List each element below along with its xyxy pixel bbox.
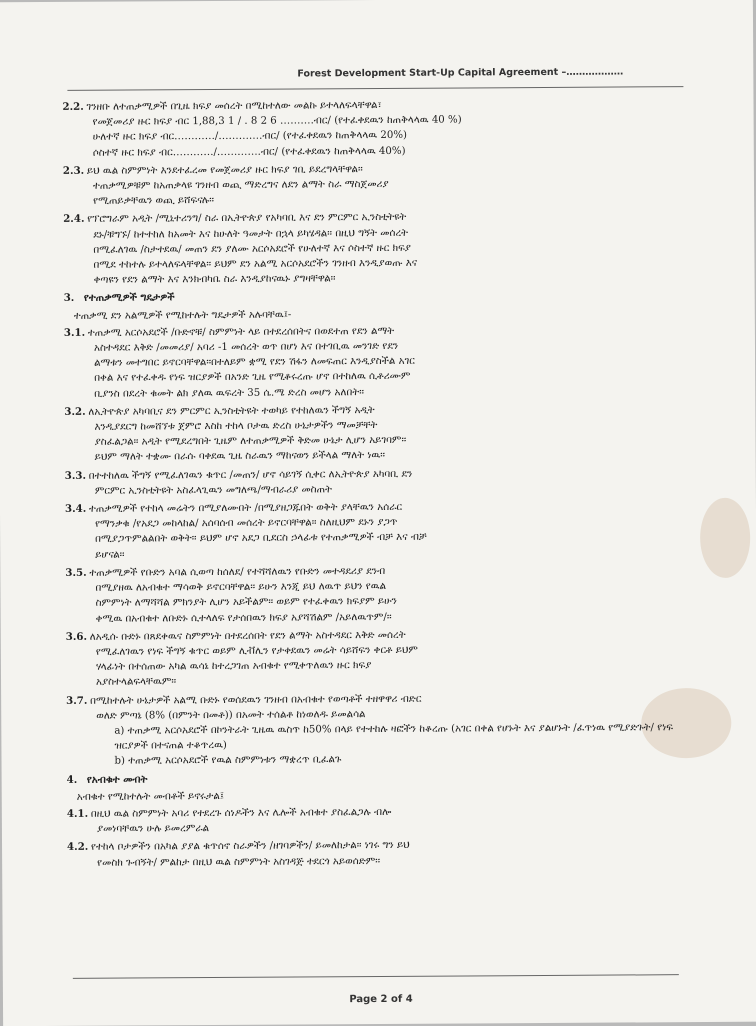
section-title: የአብቁተ መብት (86, 772, 148, 786)
section-4-clauses (67, 803, 687, 871)
clause-line: ሶስተኛ ዙር ክፍያ ብር…………/………….ብር/ (የተፈቀደዉን ከጠቅላላዉ 40%) (92, 145, 406, 159)
clause-number: 3.6. (65, 630, 88, 643)
clause-number: 3.2. (64, 405, 86, 418)
corner-handwritten-note (543, 0, 756, 108)
clause-line: ቀጣዩን የደን ልማት እና እንክብካቤ ስራ እንዲያከናዉኑ ያግዛቸዋል፡፡ (93, 273, 336, 286)
clause-line: ቀሚዉ በአብቁተ ለቡድኑ ሲተላለፍ የታሰበዉን ክፍያ አያሻሽልም /አይለዉጥም/፡፡ (95, 611, 392, 625)
clause (65, 498, 685, 563)
page-number: Page 2 of 4 (349, 993, 413, 1006)
clause-text: የፕሮግራም አዲት /ሚኒተሪንግ/ ስራ በኢትዮጵያ የአካባቢ እና ደን ምርምር ኢንስቲትዩት (87, 212, 407, 226)
clause-number: 3.4. (64, 502, 87, 515)
clause (65, 562, 685, 627)
clause-line: ቢያንስ በደረት ቁመት ልክ ያለዉ ዉፍረት 35 ሴ.ሜ ድረስ መሆን አለበት፡፡ (94, 386, 365, 400)
section-4-lead: አብቁተ የሚከተሉት መብቶች ይኖሩታል፤ (76, 790, 225, 803)
document-body (62, 96, 687, 874)
clause-line: አያስተላልፍላቸዉም፡፡ (96, 676, 177, 689)
clause-number: 3.3. (64, 469, 87, 482)
clause-line: ምርምር ኢንስቲትዩት አስፈላጊዉን መግለጫ/ማብራሪያ መስጠት (94, 484, 333, 497)
clause-number: 3.1. (63, 326, 86, 339)
clause-text: በሚከተሉት ሁኔታዎች አልሚ ቡድኑ የወሰደዉን ገንዘብ በአብቁተ የወጣቶች ተዘዋዋሪ ብድር (90, 693, 422, 707)
header-blank: –……………… (561, 66, 624, 78)
clause-line: ሁለተኛ ዙር ክፍያ ብር…………/………….ብር/ (የተፈቀደዉን ከጠቅላላዉ 20%) (92, 130, 408, 144)
clause-line: የሚጠይቃቸዉን ወጪ ይሸፍናሉ፡፡ (93, 195, 215, 207)
clause-text: ተጠቃሚ አርሶአደሮች /ቡድኖቹ/ ስምምነት ላይ በተደረሰበትና በወደተጠ የደን ልማት (87, 325, 395, 339)
sub-clause: b) ተጠቃሚ አርሶአደሮች የዉል ስምምነቱን ማቋረጥ ቢፈልጉ (114, 754, 342, 767)
page-footer (3, 992, 756, 1008)
section-3-clauses (64, 322, 687, 769)
clause-line: በሚደ ተከተሉ ይተላለፍላቸዋል፡፡ ይህም ደን አልሚ አርሶአደሮችን ገንዘብ እንዲያወጡ እና (93, 257, 418, 271)
clause-line: አስተዳደር እቅድ /መመሪያ/ አባሪ -1 መሰረት ወጥ በሆነ እና በተገቢዉ መንገድ የደን (93, 340, 399, 354)
clause-text: ለኢትዮጵያ አካባቢና ደን ምርምር ኢንስቲትዩት ተወካይ የተከለዉን ችግኝ አዲት (88, 404, 375, 418)
sub-clause: a) ተጠቃሚ አርሶአደሮች በኮንትራት ጊዜዉ ዉስጥ ከ50% በላይ የተተከሉ ዛፎችን ከቆረጡ (አገር በቀል የሆኑት እና ያልሆኑት /ፈጥነዉ የሚያድጉት/ የነፍ ዝርያዎች በተናጠል ተቆጥረዉ) (114, 722, 674, 752)
page-header (297, 66, 623, 79)
clause-line: የማንቃቁ /የአደጋ መከላከል/ አሰባሰብ መሰረት ይኖርባቸዋል፡፡ ስለዚህም ደኑን ያጋጥ (95, 517, 398, 531)
clause-line: የመጀመሪያ ዙር ክፍያ ብር 1,88,3 1 / . 8 2 6 ……….ብር/ (የተፈቀደዉን ከጠቅላላዉ 40 %) (92, 114, 462, 128)
clause-line: በሚያዘዉ ለአብቁተ ማሳወቅ ይኖርባቸዋል፡፡ ይሁን እንጂ ይህ ለዉጥ ይህን የዉል (95, 581, 387, 594)
clause-line: በሚያጋጥምልልበት ወቅት፡፡ ይህም ሆኖ አደጋ ቢደርስ ኃላፊቱ የተጠቃሚዎች ብቻ እና ብቻ (95, 532, 427, 546)
clause (64, 322, 684, 402)
clause-number: 3.5. (65, 566, 87, 579)
clause (65, 465, 685, 499)
clause-number: 2.3. (62, 164, 85, 177)
clause-number: 2.2. (62, 100, 84, 113)
clause-text: ተጠቃሚዎች የተከላ መሬትን በሚያለሙበት /በሚያዘጋጁበት ወቅት ያላቸዉን አሰራር (88, 501, 403, 515)
paper-stain (700, 498, 750, 578)
clause-line: በሚፈለገዉ /ስታተደዉ/ መጠን ደን ያለሙ አርሶአደሮች የሁለተኛ እና ሶስተኛ ዙር ክፍያ (93, 242, 411, 256)
clause-line: በቀል እና የተፈቀዱ የነፍ ዝርያዎች በአንድ ጊዜ የሚቆሩረጡ ሆኖ በተከለዉ ሲቶሪሙም (94, 371, 411, 385)
section-3-lead: ተጠቃሚ ደን አልሚዎች የሚከተሉት ግዴታዎች አሉባቸዉ፤- (73, 309, 292, 322)
clause-line: ወለድ ምጣኔ (8% (በምንት በመቶ)) በአመት ተሰልቶ ከነወለዱ ይመልሳል (96, 708, 366, 722)
clause (66, 626, 686, 691)
clause-line: ልማቱን መተግበር ይኖርባቸዋል፡፡በተለይም ቋሚ የደን ሽፋን ለመፍጠር እንዲያስችል አገር (94, 356, 415, 369)
clause-number: 4.1. (66, 807, 89, 820)
clause-text: ገንዘቡ ለተጠቃሚዎች በጊዜ ክፍያ መሰረት በሚከተለው መልኩ ይተላለፍላቸዋል፣ (86, 99, 382, 113)
section-3-heading (64, 288, 684, 307)
clause-line: ደኑ/ቹግኙ/ ከተተከለ ከአመት እና ከሁለት ዓመታት በኋላ ይካሄዳል፡፡ በዚህ ግኝት መሰረት (93, 227, 409, 241)
clause-number: 4.2. (67, 841, 89, 854)
clause (67, 803, 687, 837)
clause (63, 209, 683, 289)
clause (64, 401, 684, 466)
section-title: የተጠቃሚዎች ግዴታዎች (83, 291, 175, 305)
clause-line: እንዲያደርግ ከመሸኘቱ ጀምሮ እስከ ተከላ ቦታዉ ድረስ ሁኔታዎችን ማመቻቸት (94, 420, 378, 433)
clause (63, 160, 683, 209)
clause-text: ይህ ዉል ስምምነት እንደተፈረመ የመጀመሪያ ዙር ክፍያ ገቢ ይደረግላቸዋል፡፡ (86, 163, 363, 177)
clause-line: ስምምነት ለማሻሻል ምክንያት ሊሆን አይችልም፡፡ ወይም የተፈቀዉን ክፍያም ይሁን (95, 596, 398, 610)
footer-divider (73, 974, 679, 979)
section-number: 4. (66, 773, 78, 786)
clause (66, 690, 686, 770)
clause-line: ያስፈልጋል፡፡ አዲት የሚደረግበት ጊዜም ለተጠቃሚዎች ቅድመ ሁኔታ ሊሆን አይገባም፡፡ (94, 435, 407, 448)
section-2-clauses (62, 96, 683, 288)
clause-line: ሃላፊነት በተሰጠው አካል ዉሳኔ ከተረጋገጠ አብቁተ የሚቀጥለዉን ዙር ክፍያ (95, 660, 372, 673)
header-divider (67, 86, 683, 91)
clause (67, 836, 687, 870)
clause-line: ይሆናል፡፡ (95, 549, 125, 561)
clause-text: በዚህ ዉል ስምምነት አባሪ የተደረጉ ሰነዶችን እና ሌሎች አብቁተ ያስፈልጋሉ ብሎ (90, 806, 392, 820)
clause-text: ተጠቃሚዎች የቡድን አባል ሲወጣ ከሰለደ/ የተሻሻለዉን የቡድን መተዳደሪያ ደንብ (89, 565, 386, 579)
clause-line: የሚፈለገዉን የነፍ ችግኝ ቁጥር ወይም ሊቭሊን የታቀደዉን መሬት ሳይሸፍን ቀርቶ ይህም (95, 644, 418, 658)
clause-text: በተተከለዉ ችግኝ የሚፈለገዉን ቁጥር /መጠን/ ሆኖ ሳይገኝ ሲቀር ለኢትዮጵያ አካባቢ ደን (88, 468, 413, 482)
clause-number: 2.4. (63, 213, 85, 226)
clause-text: ለአዲሱ ቡድኑ በጸደቀዉና ስምምነት በተደረሰበት የደን ልማት አስተዳደር እቅድ መሰረት (89, 629, 406, 643)
header-title: Forest Development Start-Up Capital Agreement (297, 66, 559, 80)
clause-line: ይህም ማለት ተቋሙ በራሱ ባቀደዉ ጊዜ ስራዉን ማከናወን ይችላል ማለት ነዉ፡፡ (94, 450, 386, 464)
section-number: 3. (63, 292, 75, 305)
clause-text: የተከላ ቦታዎችን በአካል ያያል ቁጥሰኖ ስራዎችን /ዘገባዎችን/ ይመለከታል፡፡ ነገሩ ግን ይህ (91, 840, 410, 854)
clause-number: 3.7. (66, 694, 88, 707)
clause (62, 96, 682, 161)
section-4-heading (67, 769, 687, 788)
clause-line: ያመነባቸዉን ሁሉ ይመረምራል (96, 823, 210, 835)
clause-line: ተጠቃሚዎቹም ከአጠቃላዩ ገንዘብ ወጪ ማድረግና ለደን ልማት ስራ ማስጀመሪያ (92, 178, 389, 192)
clause-line: የመስክ ጉብኝት/ ምልከታ በዚህ ዉል ስምምነት አስገዳጅ ተደርጎ አይወሰድም፡፡ (97, 855, 381, 869)
